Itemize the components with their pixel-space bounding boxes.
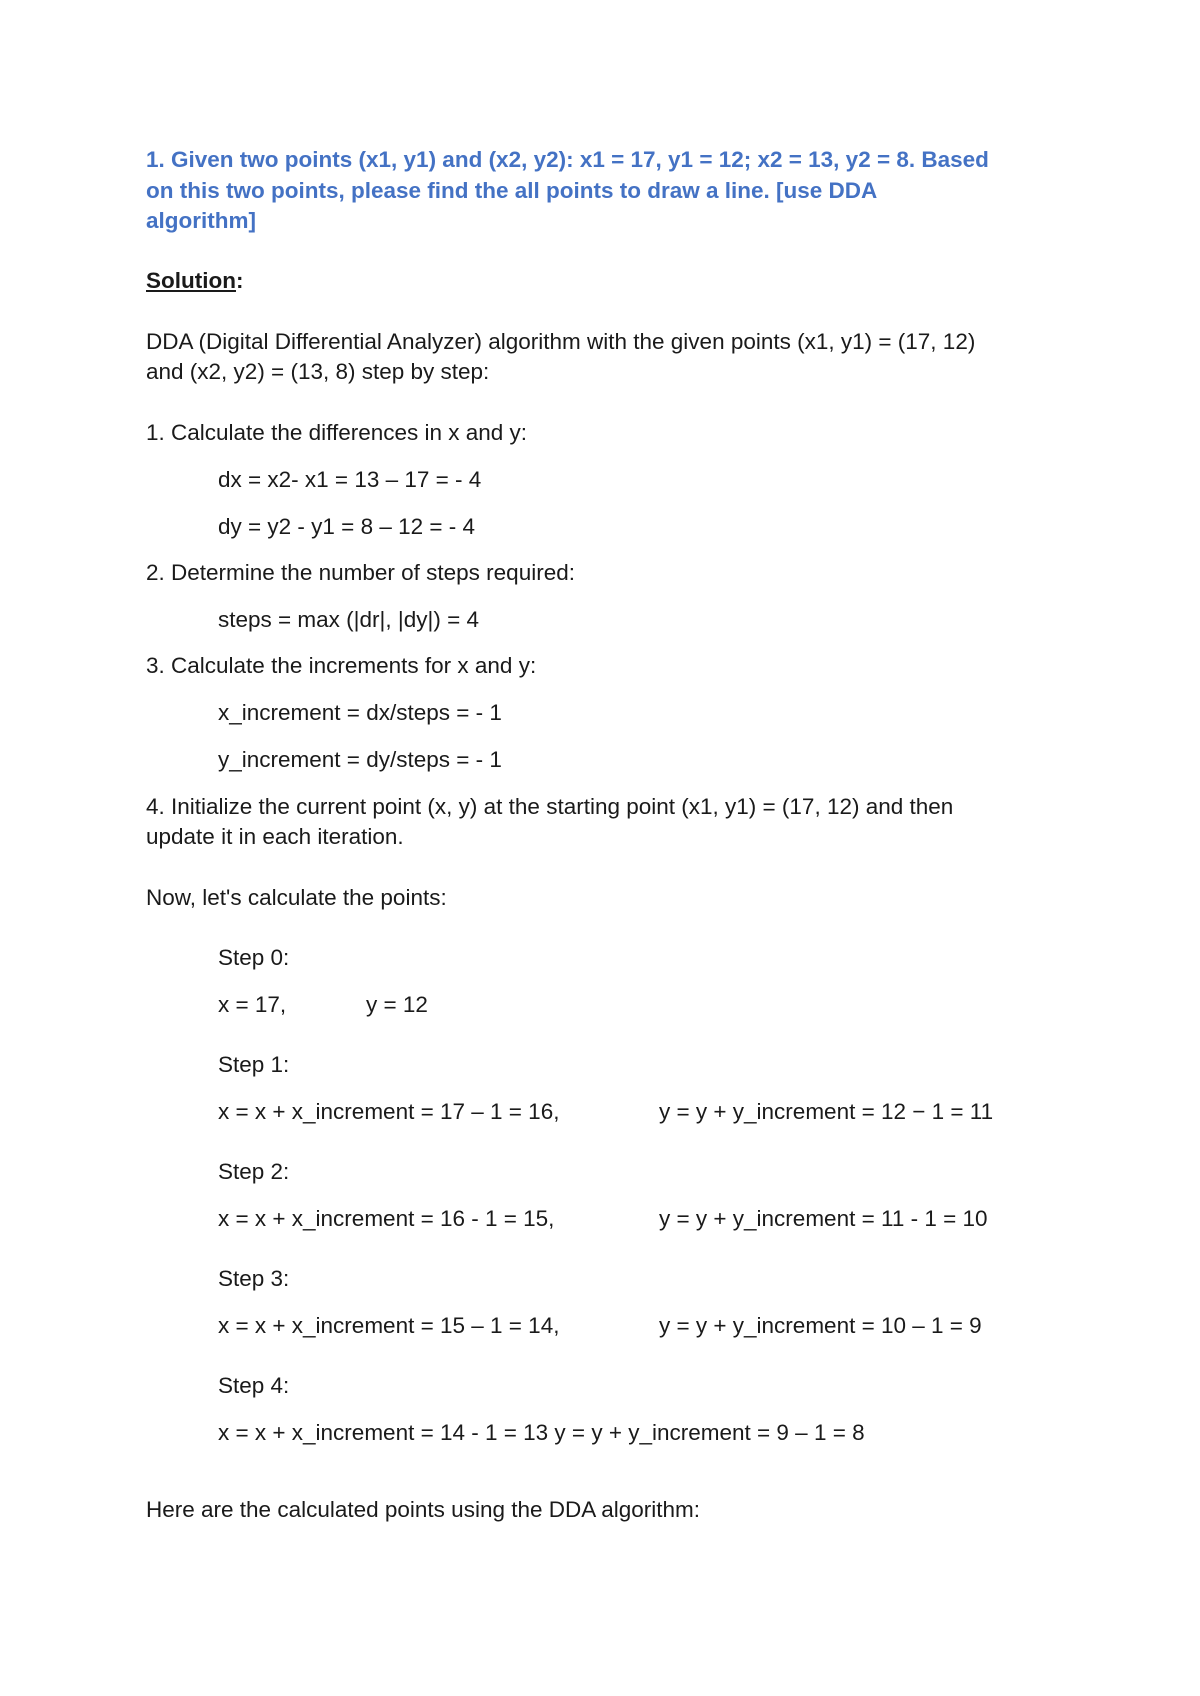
dy-equation: dy = y2 - y1 = 8 – 12 = - 4 <box>218 514 476 539</box>
iteration-0-label: Step 0: <box>218 945 290 970</box>
iteration-2-label: Step 2: <box>218 1159 290 1184</box>
question-line-1: 1. Given two points (x1, y1) and (x2, y2): x1 = 17, y1 = 12; x2 = 13, y2 = 8. Based <box>146 147 989 172</box>
intro-line-1: DDA (Digital Differential Analyzer) algorithm with the given points (x1, y1) = (17, 12) <box>146 329 976 354</box>
steps-equation: steps = max (|dr|, |dy|) = 4 <box>218 607 479 632</box>
intro-line-2: and (x2, y2) = (13, 8) step by step: <box>146 359 490 384</box>
step-1-heading: 1. Calculate the differences in x and y: <box>146 420 528 445</box>
closing-text: Here are the calculated points using the DDA algorithm: <box>146 1497 701 1522</box>
iteration-1-y: y = y + y_increment = 12 − 1 = 11 <box>659 1099 994 1124</box>
step-2-heading: 2. Determine the number of steps required: <box>146 560 575 585</box>
y-increment-equation: y_increment = dy/steps = - 1 <box>218 747 502 772</box>
step-4-heading-line-2: update it in each iteration. <box>146 824 404 849</box>
iteration-0-y: y = 12 <box>366 992 428 1017</box>
iteration-3-x: x = x + x_increment = 15 – 1 = 14, <box>218 1313 560 1338</box>
dx-equation: dx = x2- x1 = 13 – 17 = - 4 <box>218 467 482 492</box>
iteration-4-label: Step 4: <box>218 1373 290 1398</box>
iteration-3-label: Step 3: <box>218 1266 290 1291</box>
iteration-1-label: Step 1: <box>218 1052 290 1077</box>
x-increment-equation: x_increment = dx/steps = - 1 <box>218 700 502 725</box>
iteration-1-x: x = x + x_increment = 17 – 1 = 16, <box>218 1099 560 1124</box>
solution-heading-colon: : <box>235 268 244 293</box>
step-3-heading: 3. Calculate the increments for x and y: <box>146 653 537 678</box>
question-line-2: on this two points, please find the all points to draw a line. [use DDA <box>146 178 878 203</box>
now-calculate-text: Now, let's calculate the points: <box>146 885 447 910</box>
iteration-2-y: y = y + y_increment = 11 - 1 = 10 <box>659 1206 988 1231</box>
solution-heading-word: Solution <box>146 268 236 293</box>
iteration-3-y: y = y + y_increment = 10 – 1 = 9 <box>659 1313 982 1338</box>
iteration-4-equation: x = x + x_increment = 14 - 1 = 13 y = y + y_increment = 9 – 1 = 8 <box>218 1420 865 1445</box>
iteration-2-x: x = x + x_increment = 16 - 1 = 15, <box>218 1206 555 1231</box>
solution-heading <box>146 266 243 296</box>
step-4-heading-line-1: 4. Initialize the current point (x, y) at the starting point (x1, y1) = (17, 12) and then <box>146 794 954 819</box>
question-line-3: algorithm] <box>146 208 256 233</box>
iteration-0-x: x = 17, <box>218 992 287 1017</box>
